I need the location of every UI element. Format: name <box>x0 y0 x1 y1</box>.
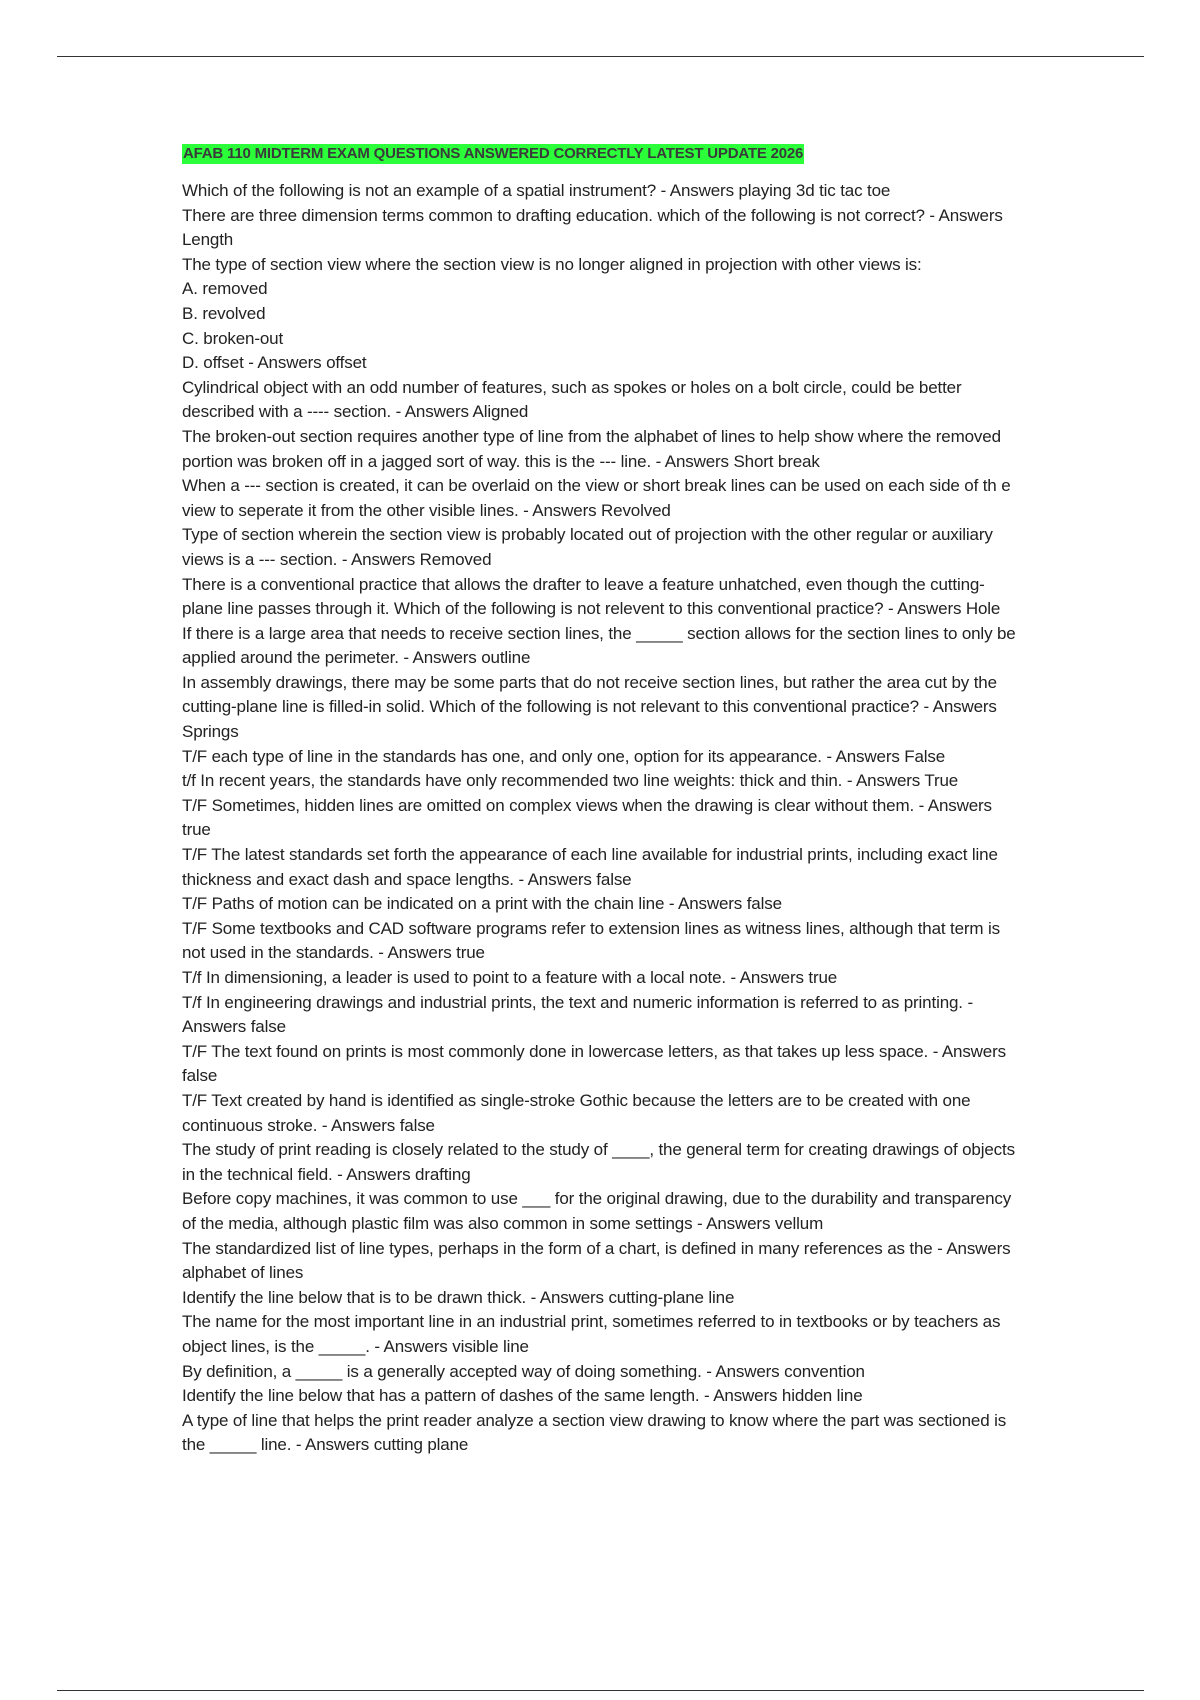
qa-line: T/f In engineering drawings and industrial prints, the text and numeric information is referred to as printing. - Answers false <box>182 992 973 1037</box>
qa-line: T/F The latest standards set forth the appearance of each line available for industrial prints, including exact line thickness and exact dash and space lengths. - Answers false <box>182 845 998 889</box>
document-title: AFAB 110 MIDTERM EXAM QUESTIONS ANSWERED CORRECTLY LATEST UPDATE 2026 <box>183 145 804 162</box>
top-rule <box>57 56 1144 57</box>
qa-line: When a --- section is created, it can be overlaid on the view or short break lines can be used on each side of th e view to seperate it from the other visible lines. - Answers Revolved <box>182 476 1011 520</box>
qa-line: Identify the line below that has a pattern of dashes of the same length. - Answers hidden line <box>182 1386 863 1406</box>
qa-line: The study of print reading is closely related to the study of ____, the general term for creating drawings of objects in the technical field. - Answers drafting <box>182 1140 1015 1184</box>
qa-line: In assembly drawings, there may be some parts that do not receive section lines, but rather the area cut by the cutting-plane line is filled-in solid. Which of the following is not relevant to this conventional practice? - Answers Springs <box>182 672 997 742</box>
qa-option: C. broken-out <box>182 328 284 348</box>
qa-line: T/F Sometimes, hidden lines are omitted on complex views when the drawing is clear without them. - Answers true <box>182 795 992 840</box>
qa-line: The name for the most important line in an industrial print, sometimes referred to in textbooks or by teachers as object lines, is the _____. - Answers visible line <box>182 1312 1001 1356</box>
qa-line: Before copy machines, it was common to use ___ for the original drawing, due to the durability and transparency of the media, although plastic film was also common in some settings - Answers vellum <box>182 1189 1012 1233</box>
qa-line: T/f In dimensioning, a leader is used to point to a feature with a local note. - Answers true <box>182 968 838 987</box>
qa-line: There are three dimension terms common to drafting education. which of the following is not correct? - Answers Length <box>182 205 1003 250</box>
qa-line: T/F Paths of motion can be indicated on a print with the chain line - Answers false <box>182 894 782 914</box>
qa-line: Identify the line below that is to be drawn thick. - Answers cutting-plane line <box>182 1287 735 1307</box>
qa-line: Type of section wherein the section view is probably located out of projection with the other regular or auxiliary views is a --- section. - Answers Removed <box>182 525 993 569</box>
qa-line: T/F each type of line in the standards has one, and only one, option for its appearance. - Answers False <box>182 746 946 766</box>
qa-line: T/F Text created by hand is identified as single-stroke Gothic because the letters are to be created with one continuous stroke. - Answers false <box>182 1090 971 1135</box>
qa-line: The broken-out section requires another type of line from the alphabet of lines to help show where the removed portion was broken off in a jagged sort of way. this is the --- line. - Answers Short break <box>182 426 1001 471</box>
qa-line: T/F Some textbooks and CAD software programs refer to extension lines as witness lines, although that term is not used in the standards. - Answers true <box>182 918 1000 963</box>
qa-line: t/f In recent years, the standards have only recommended two line weights: thick and thin. - Answers True <box>182 771 959 791</box>
qa-option: D. offset - Answers offset <box>182 353 367 373</box>
bottom-rule <box>57 1690 1144 1691</box>
qa-line: Which of the following is not an example of a spatial instrument? - Answers playing 3d tic tac toe <box>182 181 891 200</box>
qa-option: B. revolved <box>182 303 266 323</box>
qa-line: The standardized list of line types, perhaps in the form of a chart, is defined in many references as the - Answers alphabet of lines <box>182 1238 1011 1283</box>
qa-line: T/F The text found on prints is most commonly done in lowercase letters, as that takes up less space. - Answers false <box>182 1041 1006 1086</box>
document-body <box>182 144 1024 1458</box>
qa-list <box>182 179 1024 1458</box>
qa-line: A type of line that helps the print reader analyze a section view drawing to know where the part was sectioned is the _____ line. - Answers cutting plane <box>182 1410 1007 1455</box>
qa-line: There is a conventional practice that allows the drafter to leave a feature unhatched, even though the cutting-plane line passes through it. Which of the following is not relevent to this conventional practice? - Answers Hole <box>182 574 1001 619</box>
qa-option: A. removed <box>182 279 268 299</box>
qa-line: The type of section view where the section view is no longer aligned in projection with other views is: <box>182 254 922 274</box>
qa-line: Cylindrical object with an odd number of features, such as spokes or holes on a bolt circle, could be better described with a ---- section. - Answers Aligned <box>182 377 962 422</box>
qa-line: If there is a large area that needs to receive section lines, the _____ section allows for the section lines to only be applied around the perimeter. - Answers outline <box>182 623 1016 668</box>
qa-line: By definition, a _____ is a generally accepted way of doing something. - Answers convention <box>182 1361 865 1381</box>
